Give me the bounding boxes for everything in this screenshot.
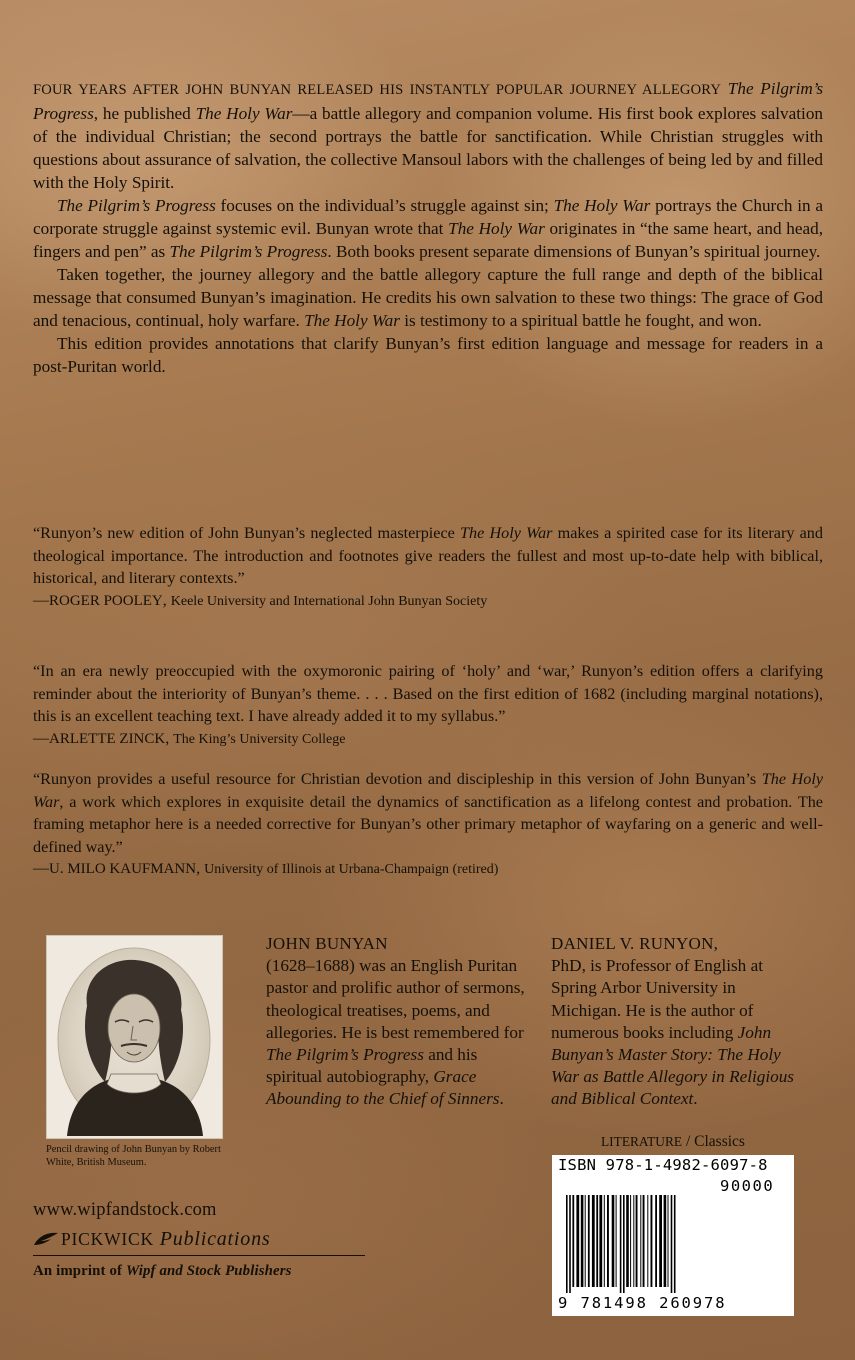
quote-text: “Runyon’s new edition of John Bunyan’s neglected masterpiece The Holy War makes a spirited case for its literary and theological importance. The introduction and footnotes give readers the fullest and most up-to-date help with biblical, historical, and literary contexts.” [33,524,823,587]
blurb-paragraph-3: Taken together, the journey allegory and the battle allegory capture the full range and depth of the biblical message that consumed Bunyan’s imagination. He credits his own salvation to these two things: The grace of God and tenacious, continual, holy warfare. The Holy War is testimony to a spiritual battle he fought, and won. [33,265,823,330]
isbn-barcode [552,1155,794,1316]
endorser-affiliation: University of Illinois at Urbana-Champaign (retired) [204,862,499,877]
imprint-publisher: Wipf and Stock Publishers [125,1263,292,1279]
book-title-italic: The Holy War [448,219,545,238]
blurb-paragraph-1: FOUR YEARS AFTER JOHN BUNYAN RELEASED HIS INSTANTLY POPULAR JOURNEY ALLEGORY The Pilgrim’s Progress, he published The Holy War—a battle allegory and companion volume. His first book explores salvation of the individual Christian; the second portrays the battle for sanctification. While Christian struggles with questions about assurance of salvation, the collective Mansoul labors with the challenges of being led by and filled with the Holy Spirit. [33,79,824,192]
barcode-bar [633,1195,634,1287]
barcode-bar [630,1195,631,1287]
editor-name: DANIEL V. RUNYON, [551,934,719,953]
barcode-bar [572,1195,574,1287]
publisher-logo [33,1228,365,1256]
barcode-icon [560,1195,786,1293]
book-title-italic: The Pilgrim’s Progress [266,1045,424,1065]
barcode-bar [659,1195,662,1287]
barcode-bar [643,1195,645,1287]
book-title-italic: The Holy War [304,311,400,330]
book-title-italic: The Holy War [33,770,823,811]
barcode-bar [566,1195,568,1293]
barcode-bar [616,1195,617,1287]
barcode-bar [647,1195,648,1287]
book-title-italic: The Holy War [195,104,293,123]
blurb-paragraph-4: This edition provides annotations that clarify Bunyan’s first edition language and message for readers in a post-Puritan world. [33,334,823,376]
book-category: LITERATURE / Classics [601,1133,745,1150]
barcode-number: 9 781498 260978 [558,1294,727,1312]
barcode-bar [569,1195,571,1293]
quote-attribution: —ROGER POOLEY, Keele University and International John Bunyan Society [33,591,488,609]
book-title-italic: The Holy War [553,196,651,215]
book-title-italic: The Pilgrim’s Progress [33,79,824,123]
blurb-paragraph-2: The Pilgrim’s Progress focuses on the individual’s struggle against sin; The Holy War portrays the Church in a corporate struggle against systemic evil. Bunyan wrote that The Holy War originates in “the same heart, and head, fingers and pen” as The Pilgrim’s Progress. Both books present separate dimensions of Bunyan’s spiritual journey. [33,196,823,261]
author-portrait [46,935,223,1139]
quote-text: “In an era newly preoccupied with the oxymoronic pairing of ‘holy’ and ‘war,’ Runyon’s edition offers a clarifying reminder about the interiority of Bunyan’s theme. . . . Based on the first edition of 1682 (including marginal notations), this is an excellent teaching text. I have already added it to my syllabus.” [33,662,823,725]
barcode-bar [596,1195,598,1287]
quote-text: “Runyon provides a useful resource for Christian devotion and discipleship in this version of John Bunyan’s The Holy War, a work which explores in exquisite detail the dynamics of sanctification as a lifelong contest and probation. The framing metaphor here is a needed corrective for Bunyan’s other primary metaphor of wayfaring on a generic and well-defined way.” [33,770,823,856]
barcode-bar [636,1195,638,1287]
barcode-bar [623,1195,625,1293]
portrait-caption: Pencil drawing of John Bunyan by Robert White, British Museum. [46,1144,221,1168]
endorsement-quote [33,522,823,613]
endorsement-quote [33,768,823,881]
book-title-italic: The Pilgrim’s Progress [169,242,328,261]
endorser-name: ROGER POOLEY [49,592,163,609]
barcode-bar [640,1195,641,1287]
book-title-italic: The Holy War [460,524,553,542]
barcode-bar [592,1195,595,1287]
barcode-bar [671,1195,673,1293]
barcode-bar [668,1195,669,1287]
publisher-website[interactable]: www.wipfandstock.com [33,1200,217,1220]
barcode-bar [576,1195,579,1287]
quill-icon [33,1231,59,1247]
barcode-bar [599,1195,602,1287]
book-title-italic: John Bunyan’s Master Story: The Holy War as Battle Allegory in Religious and Biblical Context [551,1022,794,1109]
endorsement-quote [33,660,823,751]
barcode-bar [607,1195,609,1287]
endorser-name: U. MILO KAUFMANN [49,861,197,877]
isbn-label: ISBN 978-1-4982-6097-8 [558,1156,768,1174]
barcode-bar [604,1195,605,1287]
barcode-bar [655,1195,657,1287]
quote-attribution: —U. MILO KAUFMANN, University of Illinois at Urbana-Champaign (retired) [33,860,499,877]
barcode-bar [585,1195,586,1287]
barcode-bar [664,1195,667,1287]
author-bio-runyon: DANIEL V. RUNYON, PhD, is Professor of English at Spring Arbor University in Michigan. He is the author of numerous books including John Bunyan’s Master Story: The Holy War as Battle Allegory in Religious and Biblical Context. [551,934,794,1109]
imprint-line: An imprint of Wipf and Stock Publishers [33,1263,292,1279]
publisher-name-italic: Publications [159,1228,271,1250]
price-code: 90000 [720,1177,775,1195]
barcode-bar [588,1195,590,1287]
author-name: JOHN BUNYAN [266,934,388,953]
endorser-affiliation: The King’s University College [173,731,346,747]
barcode-bar [620,1195,622,1293]
blurb-lead-caps: FOUR YEARS AFTER JOHN BUNYAN RELEASED HIS INSTANTLY POPULAR JOURNEY ALLEGORY [33,82,722,98]
book-title-italic: Grace Abounding to the Chief of Sinners [266,1067,500,1109]
back-cover-blurb [33,77,823,378]
endorser-affiliation: Keele University and International John Bunyan Society [170,593,488,609]
book-title-italic: The Pilgrim’s Progress [57,196,216,215]
barcode-bar [581,1195,584,1287]
endorser-name: ARLETTE ZINCK [49,730,166,747]
barcode-bar [626,1195,629,1287]
publisher-name: PICKWICK [61,1229,154,1249]
author-bio-bunyan: JOHN BUNYAN (1628–1688) was an English Puritan pastor and prolific author of sermons, theological treatises, poems, and allegories. He is best remembered for The Pilgrim’s Progress and his spiritual autobiography, Grace Abounding to the Chief of Sinners. [266,934,525,1109]
barcode-bar [612,1195,615,1287]
portrait-drawing-icon [47,936,222,1138]
quote-attribution: —ARLETTE ZINCK, The King’s University College [33,729,346,747]
barcode-bar [651,1195,653,1287]
barcode-bar [674,1195,676,1293]
